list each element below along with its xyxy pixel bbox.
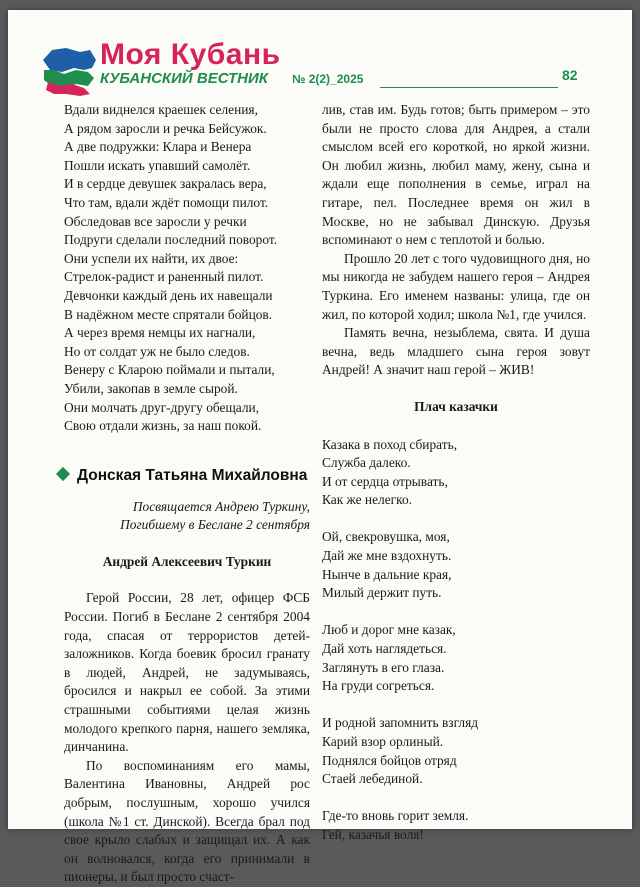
header-rule <box>380 87 558 88</box>
verse-line: Гей, казачья воля! <box>322 826 424 842</box>
magazine-page <box>8 10 632 885</box>
left-column <box>64 101 310 887</box>
verse-line: Нынче в дальние края, <box>322 566 452 582</box>
verse-line: Где-то вновь горит земля. <box>322 808 469 824</box>
verse-line: И родной запомнить взгляд <box>322 715 479 731</box>
author-name: Донская Татьяна Михайловна <box>77 466 308 484</box>
left-poem <box>64 101 310 436</box>
magazine-title: Моя Кубань <box>100 38 281 71</box>
paragraph: По воспоминаниям его мамы, Валентина Ивановны, Андрей рос добрым, послушным, хорошо учился (школа №1 ст. Динской). Всегда брал под свое крыло слабых и защищал их. А как он волновался, когда его принимали в пионеры, и был просто счаст- <box>64 757 310 885</box>
verse-line: На груди согреться. <box>322 678 435 694</box>
stanza <box>322 714 590 788</box>
stanza <box>322 436 590 510</box>
paragraph: лив, став им. Будь готов; быть примером – это были не просто слова для Андрея, а стали смыслом всей его короткой, но яркой жизни. Он любил жизнь, любил маму, жену, сына и ждали еще пополнения в семье, играл на гитаре, пел. Последнее время он жил в Москве, но не забывал Динскую. Друзья вспоминают о нем с теплотой и болью. <box>322 102 590 248</box>
verse-line: Они молчать друг-другу обещали, <box>64 399 260 415</box>
verse-line: Карий взор орлиный. <box>322 734 444 749</box>
verse-line: Обследовав все заросли у речки <box>64 213 247 229</box>
verse-line: Люб и дорог мне казак, <box>322 622 456 638</box>
paragraph: Герой России, 28 лет, офицер ФСБ России. Погиб в Беслане 2 сентября 2004 года, спасая от террористов детей-заложников. Когда боевик бросил гранату в людей, Андрей, не задумываясь, бросился и накрыл ее собой. За этими страшными событиями целая жизнь молодого крепкого парня, нашего земляка, динчанина. <box>64 590 310 755</box>
verse-line: Как же нелегко. <box>322 492 413 508</box>
verse-line: Казака в поход сбирать, <box>322 436 458 452</box>
verse-line: Дай хоть наглядеться. <box>322 641 447 657</box>
masthead <box>40 40 600 100</box>
verse-line: Ой, свекровушка, моя, <box>322 529 450 545</box>
stanza <box>322 528 590 602</box>
verse-line: Поднялся бойцов отряд <box>322 752 457 768</box>
verse-line: Пошли искать упавший самолёт. <box>64 157 251 173</box>
stanza <box>322 621 590 695</box>
dedication-line: Посвящается Андрею Туркину, <box>132 498 310 514</box>
verse-line: Подруги сделали последний поворот. <box>64 232 278 248</box>
author-heading <box>58 466 308 486</box>
verse-line: Они успели их найти, их двое: <box>64 250 239 266</box>
verse-line: И в сердце девушек закралась вера, <box>64 176 267 192</box>
verse-line: Но от солдат уж не было следов. <box>64 343 250 359</box>
verse-line: Что там, вдали ждёт помощи пилот. <box>64 194 269 210</box>
diamond-bullet-icon <box>56 467 70 481</box>
paragraph: Прошло 20 лет с того чудовищного дня, но мы никогда не забудем нашего героя – Андрея Туркина. Его именем названы: улица, где он жил, по которой ходил; школа №1, где учился. <box>322 250 590 322</box>
page-number: 82 <box>562 67 578 83</box>
verse-line: Стрелок-радист и раненный пилот. <box>64 269 264 285</box>
verse-line: Вдали виднелся краешек селения, <box>64 102 258 117</box>
piece-title: Андрей Алексеевич Туркин <box>102 553 272 569</box>
dedication <box>64 498 310 535</box>
verse-line: В надёжном месте спрятали бойцов. <box>64 306 273 322</box>
verse-line: Венеру с Кларою поймали и пытали, <box>64 362 275 378</box>
paragraph: Память вечна, незыблема, свята. И душа вечна, ведь младшего сына героя зовут Андрей! А значит наш герой – ЖИВ! <box>322 325 590 378</box>
verse-line: Служба далеко. <box>322 455 411 471</box>
dedication-line: Погибшему в Беслане 2 сентября <box>120 517 310 533</box>
verse-line: Милый держит путь. <box>322 585 442 601</box>
issue-number: № 2(2)_2025 <box>292 72 364 86</box>
stanza <box>322 807 590 844</box>
verse-line: Девчонки каждый день их навещали <box>64 287 273 303</box>
verse-line: Стаей лебединой. <box>322 771 423 787</box>
kuban-map-logo <box>40 46 98 98</box>
verse-line: Заглянуть в его глаза. <box>322 659 445 675</box>
poem-title: Плач казачки <box>414 398 498 414</box>
verse-line: Свою отдали жизнь, за наш покой. <box>64 418 262 434</box>
verse-line: Дай же мне вздохнуть. <box>322 548 452 564</box>
verse-line: Убили, закопав в земле сырой. <box>64 380 238 396</box>
right-column <box>322 101 590 863</box>
verse-line: А рядом заросли и речка Бейсужок. <box>64 120 267 136</box>
verse-line: И от сердца отрывать, <box>322 473 448 489</box>
verse-line: А через время немцы их нагнали, <box>64 325 256 341</box>
magazine-subtitle: КУБАНСКИЙ ВЕСТНИК <box>100 70 268 87</box>
verse-line: А две подружки: Клара и Венера <box>64 139 252 155</box>
